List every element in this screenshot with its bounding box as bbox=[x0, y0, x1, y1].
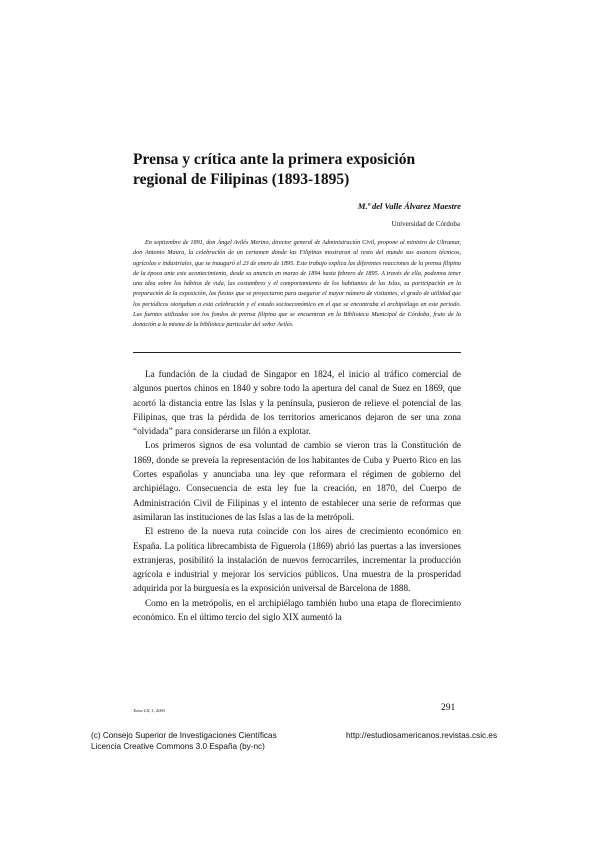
body-paragraph-2: Los primeros signos de esa voluntad de cambio se vieron tras la Constitución de 1869, donde se preveía la representación de los habitantes de Cuba y Puerto Rico en las Cortes españolas y anunciaba una ley que reformara el régimen de gobierno del archipiélago. Consecuencia de esta ley fue la creación, en 1870, del Cuerpo de Administración Civil de Filipinas y el intento de establecer una serie de reformas que asimilaran las instituciones de las Islas a las de la metrópoli. bbox=[133, 440, 461, 522]
abstract: En septiembre de 1891, don Ángel Avilés Merino, director general de Administración Civil, propone al ministro de Ultramar, don Antonio Maura, la celebración de un certamen donde las Filipinas mostraran al resto del mundo sus avances técnicos, agrícolas e industriales, que se inauguró el 23 de enero de 1895. Este trabajo explica las diferentes reacciones de la prensa filipina de la época ante este acontecimiento, desde su anuncio en marzo de 1894 hasta febrero de 1895. A través de ella, podemos tener una idea sobre los hábitos de vida, las costumbres y el comportamiento de los habitantes de las Islas, su participación en la preparación de la exposición, las fiestas que se proyectaron para asegurar el mayor número de visitantes, el grado de utilidad que los periódicos otorgaban a esta celebración y el estado socioeconómico en el que se encontraba el archipiélago en este periodo. Las fuentes utilizadas son los fondos de prensa filipina que se encuentran en la Biblioteca Municipal de Córdoba, fruto de la donación a la misma de la biblioteca particular del señor Avilés. bbox=[133, 239, 461, 329]
page-number: 291 bbox=[441, 703, 456, 713]
body-paragraph-4: Como en la metrópolis, en el archipiélago también hubo una etapa de florecimiento económico. En el último tercio del siglo XIX aumentó la bbox=[133, 597, 461, 623]
license-line-2: Licencia Creative Commons 3.0 España (by-nc) bbox=[91, 741, 265, 751]
license-notice bbox=[91, 731, 277, 752]
abstract-divider bbox=[133, 352, 461, 353]
journal-url-link[interactable]: http://estudiosamericanos.revistas.csic.es bbox=[346, 731, 498, 740]
author-name: M.ª del Valle Álvarez Maestre bbox=[357, 201, 461, 211]
license-line-1: (c) Consejo Superior de Investigaciones Científicas bbox=[91, 731, 277, 740]
article-title-line-1: Prensa y crítica ante la primera exposición bbox=[133, 151, 416, 168]
author-affiliation: Universidad de Córdoba bbox=[391, 220, 460, 228]
article-body bbox=[133, 367, 461, 624]
journal-reference: Tomo LX, 1, 2003 bbox=[133, 708, 165, 713]
body-paragraph-1: La fundación de la ciudad de Singapor en 1824, el inicio al tráfico comercial de algunos puertos chinos en 1840 y sobre todo la apertura del canal de Suez en 1869, que acortó la distancia entre las Islas y la península, pusieron de relieve el potencial de las Filipinas, que tras la pérdida de los territorios americanos dejaron de ser una zona “olvidada” para considerarse un filón a explotar. bbox=[133, 369, 461, 437]
article-title bbox=[133, 150, 473, 190]
body-paragraph-3: El estreno de la nueva ruta coincide con los aires de crecimiento económico en España. La política librecambista de Figuerola (1869) abrió las puertas a las inversiones extranjeras, posibilitó la instalación de nuevos ferrocarriles, incrementar la producción agrícola e industrial y mejorar los servicios públicos. Una muestra de la prosperidad adquirida por la burguesía es la exposición universal de Barcelona de 1888. bbox=[133, 526, 461, 594]
article-title-line-2: regional de Filipinas (1893-1895) bbox=[133, 171, 350, 188]
